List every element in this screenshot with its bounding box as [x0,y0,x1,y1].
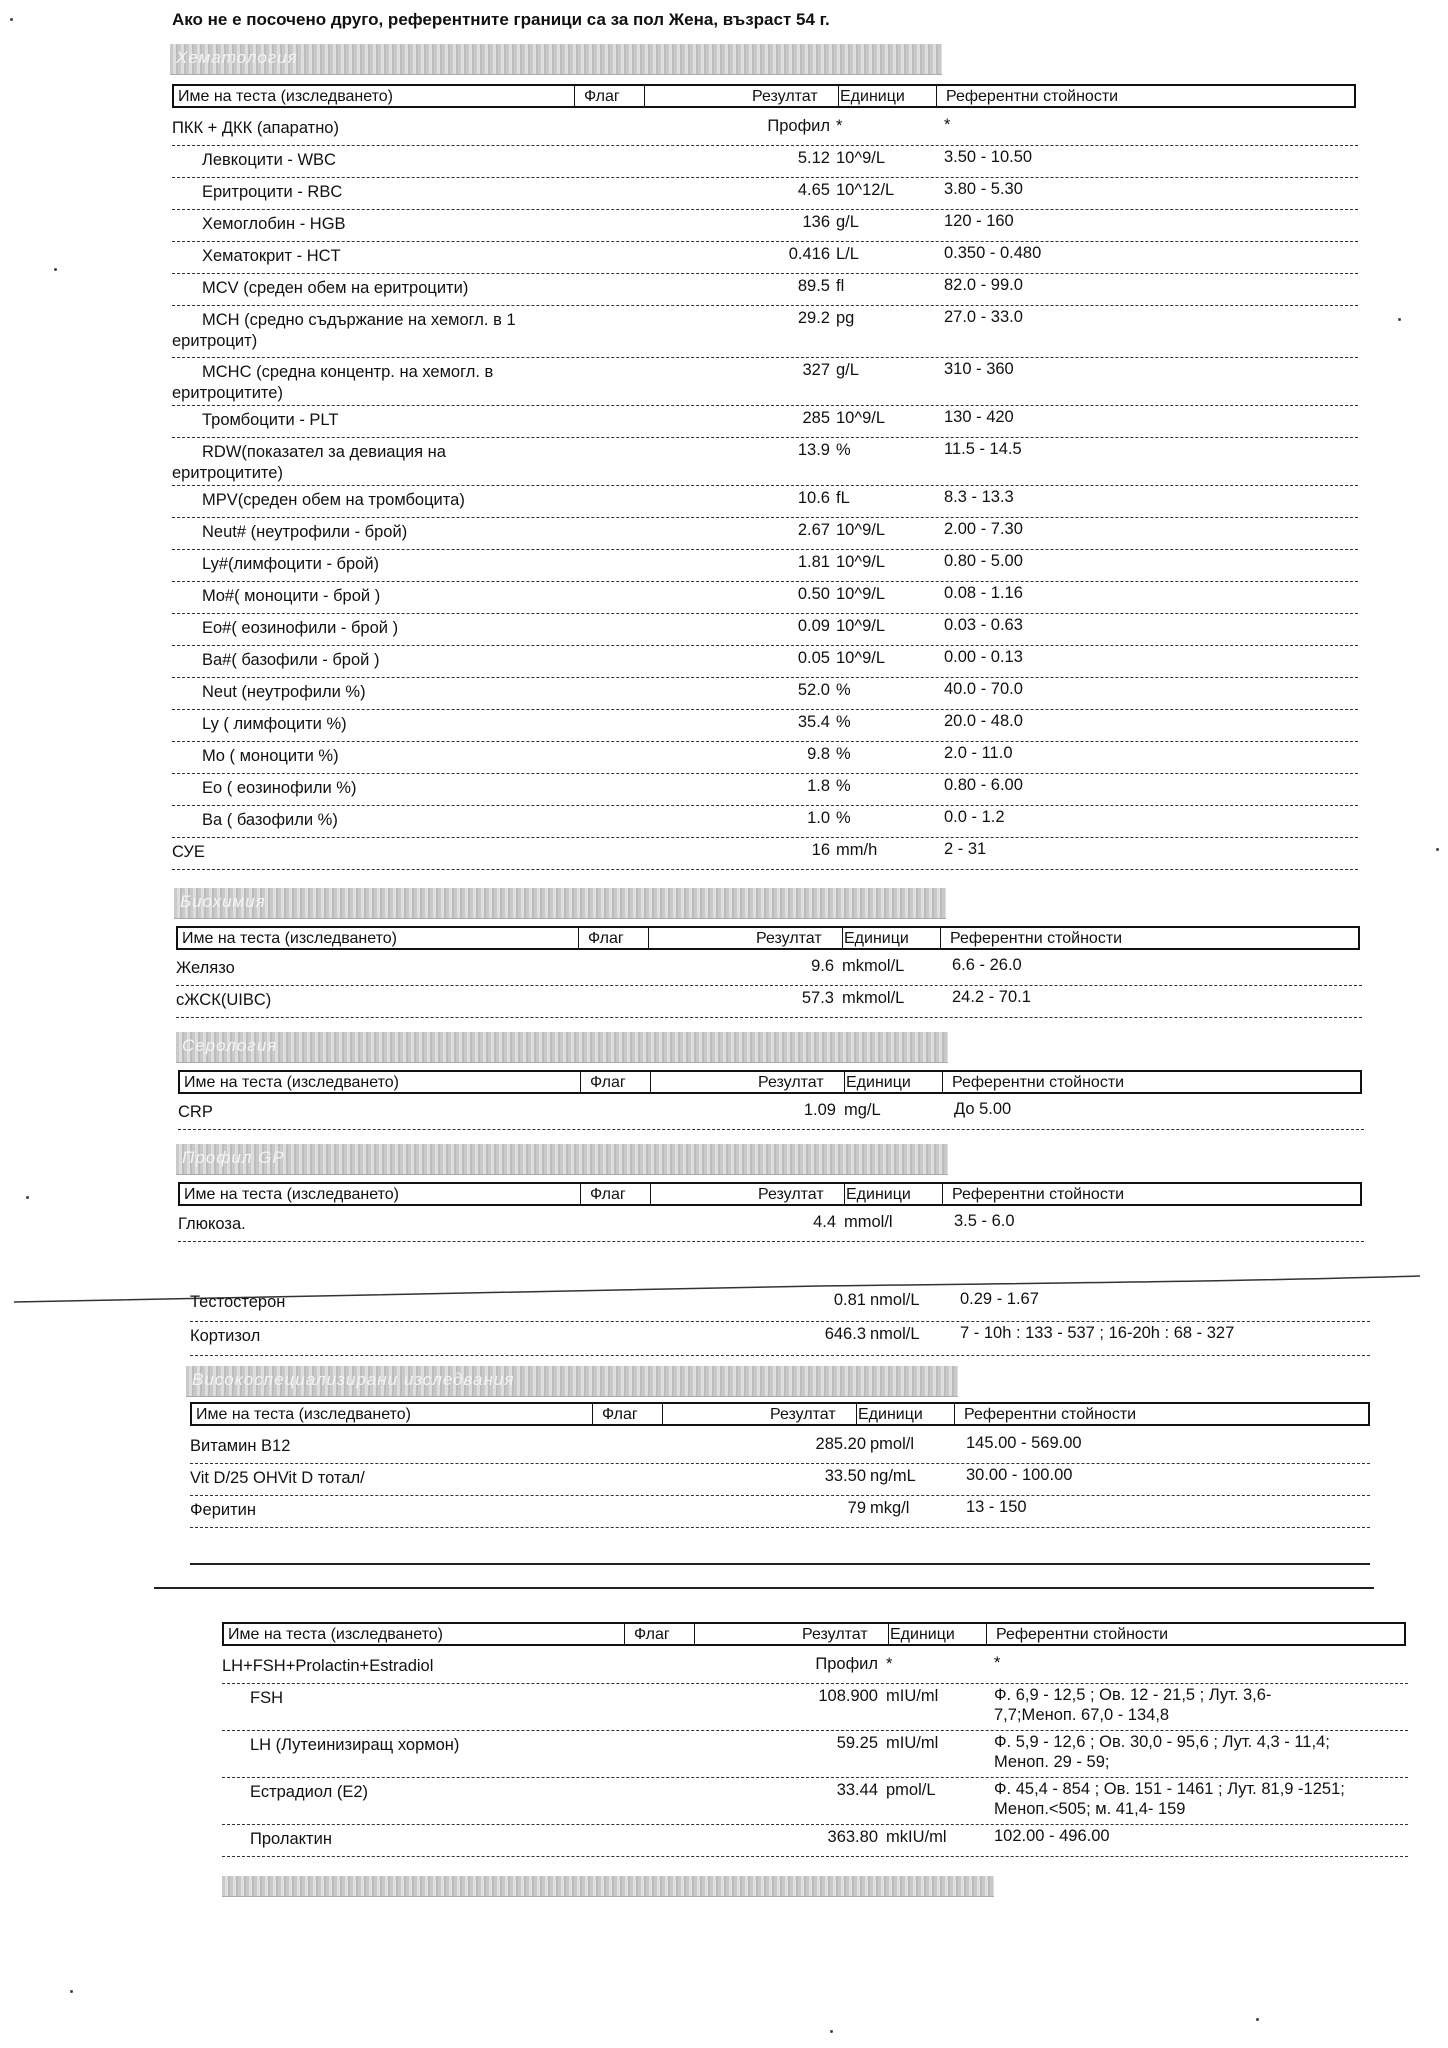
table-row [172,776,1358,806]
divider-line [154,1587,1374,1589]
header-name: Име на теста (изследването) [182,930,397,947]
table-row [172,360,1358,406]
test-name-continued: еритроцитите) [172,384,283,402]
header-units: Единици [840,88,905,105]
header-units: Единици [858,1406,923,1423]
header-ref: Референтни стойности [996,1626,1169,1643]
result-value: 363.80 [827,1828,878,1846]
test-name: Ba ( базофили %) [202,811,338,829]
header-divider [574,86,575,106]
test-name: Желязо [176,959,235,977]
result-unit: pg [836,309,855,327]
table-row [172,648,1358,678]
reference-range: 24.2 - 70.1 [952,988,1031,1006]
reference-range: 13 - 150 [966,1498,1027,1516]
reference-range: 120 - 160 [944,212,1014,230]
result-value: 1.81 [797,553,830,571]
test-name: Кортизол [190,1327,261,1345]
table-row [172,488,1358,518]
result-unit: % [836,441,851,459]
test-name: MCV (среден обем на еритроцити) [202,279,469,297]
result-value: 79 [847,1499,866,1517]
table-row [176,956,1362,986]
header-divider [650,1184,651,1204]
result-value: 9.8 [807,745,830,763]
result-unit: * [836,117,843,135]
table-header [176,926,1360,950]
result-value: 136 [802,213,830,231]
header-divider [580,1184,581,1204]
result-value: 285 [802,409,830,427]
result-value: 59.25 [836,1734,878,1752]
divider-line [190,1563,1370,1565]
result-unit: g/L [836,213,859,231]
result-value: 52.0 [797,681,830,699]
header-result: Резултат [758,1186,824,1203]
result-value: 13.9 [797,441,830,459]
reference-range: До 5.00 [954,1100,1012,1118]
result-value: 5.12 [797,149,830,167]
test-name: Витамин B12 [190,1437,291,1455]
result-value: 2.67 [797,521,830,539]
table-row [172,408,1358,438]
reference-range-continued: 7,7;Менoп. 67,0 - 134,8 [994,1706,1170,1724]
result-unit: % [836,713,851,731]
result-unit: g/L [836,361,859,379]
table-row [172,584,1358,614]
reference-range: 2.0 - 11.0 [944,744,1013,762]
header-flag: Флаг [590,1186,626,1203]
result-unit: % [836,681,851,699]
reference-range: 3.50 - 10.50 [944,148,1033,166]
table-row [222,1827,1408,1857]
table-row [190,1290,1370,1322]
table-row [222,1686,1408,1731]
test-name: MPV(среден обем на тромбоцита) [202,491,465,509]
table-row [172,212,1358,242]
result-value: 0.09 [797,617,830,635]
reference-range: 7 - 10h : 133 - 537 ; 16-20h : 68 - 327 [960,1324,1235,1342]
header-divider [888,1624,889,1644]
reference-range: 130 - 420 [944,408,1014,426]
reference-range: 27.0 - 33.0 [944,308,1023,326]
header-divider [856,1404,857,1424]
reference-range-continued: Менoп. 29 - 59; [994,1753,1110,1771]
reference-range: 6.6 - 26.0 [952,956,1022,974]
result-value: 4.65 [797,181,830,199]
result-unit: nmol/L [870,1291,920,1309]
scan-speck [10,18,13,21]
result-value: 0.416 [788,245,830,263]
header-divider [954,1404,955,1424]
table-row [172,616,1358,646]
scan-speck [70,1990,73,1993]
header-result: Резултат [752,88,818,105]
header-ref: Референтни стойности [950,930,1123,947]
result-unit: 10^9/L [836,553,886,571]
header-ref: Референтни стойности [964,1406,1137,1423]
table-row [172,308,1358,358]
result-value: 646.3 [824,1325,866,1343]
header-name: Име на теста (изследването) [184,1074,399,1091]
result-value: 16 [811,841,830,859]
table-row [172,744,1358,774]
test-name: ПКК + ДКК (апаратно) [172,119,339,137]
header-name: Име на теста (изследването) [178,88,393,105]
result-unit: mm/h [836,841,878,859]
reference-range: 40.0 - 70.0 [944,680,1023,698]
reference-range: 20.0 - 48.0 [944,712,1023,730]
test-name: MCHC (средна концентр. на хемогл. в [202,363,494,381]
test-name: Естрадиол (E2) [250,1783,369,1801]
test-name: Тестостерон [190,1293,286,1311]
test-name: Mo#( моноцити - брой ) [202,587,381,605]
reference-range: Ф. 5,9 - 12,6 ; Ов. 30,0 - 95,6 ; Лут. 4,3 - 11,4; [994,1733,1330,1751]
test-name: Eo ( еозинофили %) [202,779,357,797]
result-value: 4.4 [813,1213,836,1231]
test-name: Глюкоза. [178,1215,246,1233]
header-divider [694,1624,695,1644]
reference-range: 0.80 - 6.00 [944,776,1023,794]
test-name: FSH [250,1689,283,1707]
result-value: 1.09 [803,1101,836,1119]
header-divider [986,1624,987,1644]
result-value: 108.900 [818,1687,878,1705]
test-name: LH (Лутеинизиращ хормон) [250,1736,460,1754]
table-row [222,1733,1408,1778]
section-band-biochemistry: Биохимия [174,888,946,919]
result-value: 57.3 [801,989,834,1007]
result-unit: 10^9/L [836,521,886,539]
test-name: Тромбоцити - PLT [202,411,339,429]
reference-range: 3.5 - 6.0 [954,1212,1015,1230]
result-unit: mIU/ml [886,1687,939,1705]
table-row [178,1212,1364,1242]
section-band-hematology: Хематология [170,44,942,75]
result-unit: mIU/ml [886,1734,939,1752]
header-flag: Флаг [602,1406,638,1423]
header-divider [650,1072,651,1092]
table-row [172,440,1358,486]
section-band-glucose: Профил GP [176,1144,948,1175]
result-unit: 10^9/L [836,585,886,603]
table-header [222,1622,1406,1646]
header-divider [942,1072,943,1092]
reference-range: 0.0 - 1.2 [944,808,1005,826]
header-result: Резултат [756,930,822,947]
test-name-continued: еритроцит) [172,332,258,350]
table-row [172,840,1358,870]
reference-range: 0.29 - 1.67 [960,1290,1039,1308]
table-row [172,244,1358,274]
scan-speck [54,268,57,271]
header-divider [580,1072,581,1092]
test-name: Ly#(лимфоцити - брой) [202,555,380,573]
table-row [176,988,1362,1018]
scan-speck [1436,848,1439,851]
table-row [172,680,1358,710]
reference-range: 102.00 - 496.00 [994,1827,1110,1845]
table-row [172,116,1358,146]
test-name: Neut# (неутрофили - брой) [202,523,408,541]
result-unit: mg/L [844,1101,881,1119]
test-name: Neut (неутрофили %) [202,683,366,701]
result-unit: % [836,777,851,795]
test-name: LH+FSH+Prolactin+Estradiol [222,1657,434,1675]
header-divider [624,1624,625,1644]
reference-range: 0.03 - 0.63 [944,616,1023,634]
table-row [190,1324,1370,1356]
result-unit: pmol/l [870,1435,915,1453]
header-divider [644,86,645,106]
header-flag: Флаг [588,930,624,947]
header-divider [592,1404,593,1424]
result-unit: mkmol/L [842,989,905,1007]
result-unit: L/L [836,245,859,263]
reference-range: 3.80 - 5.30 [944,180,1023,198]
section-band-specialized: Високоспециализирани изследвания [186,1366,958,1397]
table-row [190,1466,1370,1496]
table-row [172,180,1358,210]
header-ref: Референтни стойности [952,1186,1125,1203]
header-result: Резултат [758,1074,824,1091]
header-units: Единици [890,1626,955,1643]
table-row [172,712,1358,742]
table-row [172,552,1358,582]
result-unit: 10^9/L [836,149,886,167]
test-name: Левкоцити - WBC [202,151,336,169]
result-unit: % [836,745,851,763]
reference-range: 2.00 - 7.30 [944,520,1023,538]
header-name: Име на теста (изследването) [228,1626,443,1643]
result-unit: pmol/L [886,1781,936,1799]
result-value: Профил [767,117,830,135]
header-divider [936,86,937,106]
table-row [222,1780,1408,1825]
result-unit: ng/mL [870,1467,916,1485]
test-name: Еритроцити - RBC [202,183,343,201]
header-name: Име на теста (изследването) [184,1186,399,1203]
table-header [178,1070,1362,1094]
reference-range: 11.5 - 14.5 [944,440,1022,458]
reference-range: 0.350 - 0.480 [944,244,1042,262]
test-name: Ly ( лимфоцити %) [202,715,347,733]
page-title: Ако не е посочено друго, референтните граници са за пол Жена, възраст 54 г. [172,10,830,29]
scan-speck [1398,318,1401,321]
reference-range: 2 - 31 [944,840,987,858]
table-row [222,1654,1408,1684]
reference-range-continued: Менoп.<505; м. 41,4- 159 [994,1800,1186,1818]
header-divider [838,86,839,106]
reference-range: 0.80 - 5.00 [944,552,1023,570]
header-units: Единици [846,1074,911,1091]
section-band-serology: Серология [176,1032,948,1063]
result-value: Профил [815,1655,878,1673]
result-unit: fl [836,277,845,295]
result-unit: fL [836,489,850,507]
header-divider [942,1184,943,1204]
reference-range: 145.00 - 569.00 [966,1434,1082,1452]
header-units: Единици [846,1186,911,1203]
header-ref: Референтни стойности [952,1074,1125,1091]
result-unit: 10^9/L [836,617,886,635]
result-value: 0.50 [797,585,830,603]
table-row [172,520,1358,550]
table-header [172,84,1356,108]
test-name: Хематокрит - HCT [202,247,341,265]
header-flag: Флаг [590,1074,626,1091]
header-result: Резултат [770,1406,836,1423]
result-unit: 10^9/L [836,649,886,667]
result-value: 35.4 [797,713,830,731]
result-value: 29.2 [797,309,830,327]
result-unit: mkIU/ml [886,1828,947,1846]
test-name: Хемоглобин - HGB [202,215,346,233]
result-value: 10.6 [797,489,830,507]
table-row [172,808,1358,838]
section-band-bottom [222,1876,994,1897]
table-row [172,276,1358,306]
table-header [178,1182,1362,1206]
test-name: MCH (средно съдържание на хемогл. в 1 [202,311,516,329]
result-value: 33.50 [824,1467,866,1485]
result-unit: * [886,1655,893,1673]
test-name: Eo#( еозинофили - брой ) [202,619,399,637]
result-value: 33.44 [836,1781,878,1799]
reference-range: * [944,116,951,134]
test-name: Vit D/25 OHVit D тотал/ [190,1469,365,1487]
result-value: 0.81 [833,1291,866,1309]
header-divider [940,928,941,948]
header-result: Резултат [802,1626,868,1643]
test-name: Пролактин [250,1830,332,1848]
result-unit: mkg/l [870,1499,910,1517]
result-value: 9.6 [811,957,834,975]
header-units: Единици [844,930,909,947]
scan-speck [830,2030,833,2033]
test-name: Mo ( моноцити %) [202,747,339,765]
reference-range: 82.0 - 99.0 [944,276,1023,294]
reference-range: 8.3 - 13.3 [944,488,1014,506]
result-unit: nmol/L [870,1325,920,1343]
header-divider [842,928,843,948]
test-name: сЖСК(UIBC) [176,991,272,1009]
header-divider [578,928,579,948]
result-value: 1.8 [807,777,830,795]
result-value: 327 [802,361,830,379]
reference-range: 30.00 - 100.00 [966,1466,1073,1484]
header-flag: Флаг [634,1626,670,1643]
test-name-continued: еритроцитите) [172,464,283,482]
table-row [190,1498,1370,1528]
table-row [190,1434,1370,1464]
header-divider [648,928,649,948]
table-row [172,148,1358,178]
test-name: Феритин [190,1501,256,1519]
reference-range: 0.08 - 1.16 [944,584,1023,602]
header-divider [844,1072,845,1092]
header-divider [662,1404,663,1424]
reference-range: Ф. 45,4 - 854 ; Ов. 151 - 1461 ; Лут. 81,9 -1251; [994,1780,1345,1798]
result-value: 1.0 [807,809,830,827]
scan-speck [1256,2018,1259,2021]
header-divider [844,1184,845,1204]
result-unit: 10^12/L [836,181,895,199]
reference-range: * [994,1654,1001,1672]
test-name: RDW(показател за девиация на [202,443,446,461]
table-row [178,1100,1364,1130]
reference-range: 310 - 360 [944,360,1014,378]
result-unit: % [836,809,851,827]
test-name: СУЕ [172,843,205,861]
test-name: CRP [178,1103,213,1121]
header-ref: Референтни стойности [946,88,1119,105]
header-name: Име на теста (изследването) [196,1406,411,1423]
reference-range: 0.00 - 0.13 [944,648,1023,666]
scan-speck [26,1196,29,1199]
result-unit: mkmol/L [842,957,905,975]
header-flag: Флаг [584,88,620,105]
result-value: 0.05 [797,649,830,667]
result-unit: mmol/l [844,1213,893,1231]
result-value: 285.20 [815,1435,866,1453]
result-unit: 10^9/L [836,409,886,427]
table-header [190,1402,1370,1426]
reference-range: Ф. 6,9 - 12,5 ; Ов. 12 - 21,5 ; Лут. 3,6- [994,1686,1272,1704]
test-name: Ba#( базофили - брой ) [202,651,380,669]
result-value: 89.5 [797,277,830,295]
